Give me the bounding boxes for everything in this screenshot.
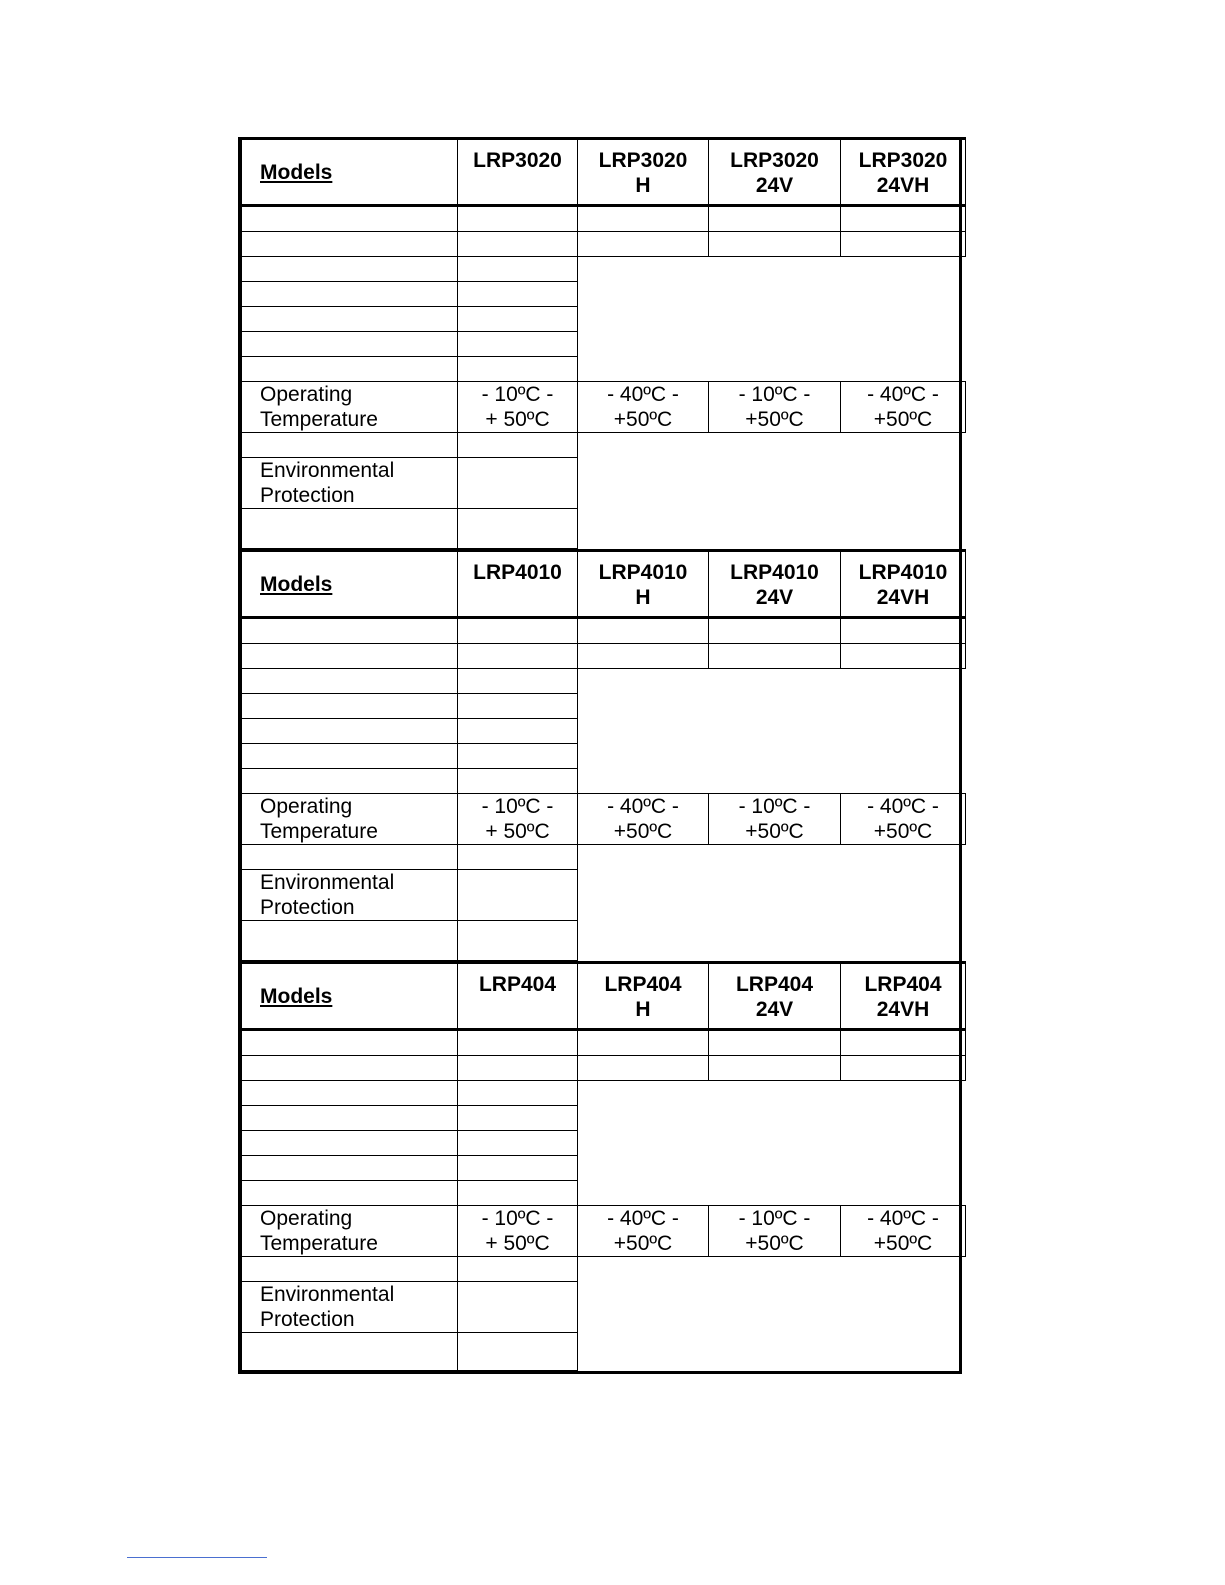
model-name (458, 139, 578, 206)
tables.0.current.values.1 (578, 232, 709, 257)
tables.0.current.values.2 (709, 232, 841, 257)
models-row (242, 139, 966, 206)
alarm-row (242, 307, 966, 332)
models-label (242, 963, 458, 1030)
tables.0.current.values.0 (458, 232, 578, 257)
temperature-label (242, 382, 458, 433)
spec-table (241, 961, 966, 1371)
temperature-value-line-2: +50ºC (745, 1232, 804, 1255)
model-name (709, 963, 841, 1030)
temperature-row (242, 382, 966, 433)
temperature-label-line-2: Temperature (260, 1232, 378, 1255)
tables.2.walktest.value (458, 1181, 578, 1206)
tables.0.env.value (458, 458, 578, 509)
tables.2.weight.value (458, 1257, 578, 1282)
power-row (242, 1030, 966, 1056)
tables.2.tamper.label (242, 1156, 458, 1181)
environmental-label-line-1: Environmental (260, 871, 395, 894)
tables.1.current.values.0 (458, 644, 578, 669)
tables.1.alarm.value (458, 719, 578, 744)
environmental-label-line-1: Environmental (260, 1283, 395, 1306)
tables.0.alarm.value (458, 307, 578, 332)
tables.0.zones.label (242, 282, 458, 307)
current-row (242, 644, 966, 669)
models-label-text: Models (260, 160, 333, 184)
model-name-line-1: LRP404 (864, 973, 942, 996)
model-name-line-2: 24V (755, 998, 794, 1021)
zones-row (242, 1106, 966, 1131)
temperature-value (578, 1206, 709, 1257)
temperature-value-line-2: +50ºC (613, 1232, 673, 1255)
model-name-line-1: LRP4010 (473, 561, 562, 584)
model-name-line-2: H (635, 586, 651, 609)
tables.1.power.values.0 (458, 618, 578, 644)
model-name-line-1: LRP4010 (598, 561, 688, 584)
tables.2.weight.label (242, 1257, 458, 1282)
temperature-value (578, 382, 709, 433)
zones-row (242, 282, 966, 307)
tables.1.walktest.label (242, 769, 458, 794)
tables.0.walktest.label (242, 357, 458, 382)
temperature-value-line-1: - 10ºC - (738, 1207, 811, 1230)
tables.1.weight.label (242, 845, 458, 870)
weight-row (242, 845, 966, 870)
model-name (578, 139, 709, 206)
environmental-label-line-2: Protection (260, 484, 355, 507)
tables.2.current.values.2 (709, 1056, 841, 1081)
temperature-label (242, 1206, 458, 1257)
power-row (242, 618, 966, 644)
tables.2.zones.value (458, 1106, 578, 1131)
tables.0.power.values.1 (578, 206, 709, 232)
tables.0.power.values.2 (709, 206, 841, 232)
temperature-label-line-2: Temperature (260, 408, 378, 431)
tables.2.power.values.1 (578, 1030, 709, 1056)
model-name (709, 551, 841, 618)
tables.0.tamper.value (458, 332, 578, 357)
tables.1.range.label (242, 669, 458, 694)
tables.2.power.values.2 (709, 1030, 841, 1056)
environmental-label-line-2: Protection (260, 1308, 355, 1331)
weight-row (242, 1257, 966, 1282)
model-name-line-2: H (635, 998, 651, 1021)
tables.2.current.label (242, 1056, 458, 1081)
temperature-value-line-1: - 10ºC - (738, 795, 811, 818)
tables.0.finish.value (458, 509, 578, 549)
tables.2.current.values.0 (458, 1056, 578, 1081)
model-name-line-1: LRP3020 (730, 149, 819, 172)
tables.2.tamper.value (458, 1156, 578, 1181)
tables.1.finish.value (458, 921, 578, 961)
alarm-row (242, 1131, 966, 1156)
temperature-value-line-2: +50ºC (873, 408, 933, 431)
environmental-label (242, 870, 458, 921)
temperature-value-line-1: - 40ºC - (607, 795, 679, 818)
models-label-text: Models (260, 572, 333, 596)
tables.1.power.values.3 (841, 618, 966, 644)
footnote-rule (127, 1557, 267, 1558)
temperature-value-line-2: + 50ºC (485, 1232, 550, 1255)
models-row (242, 551, 966, 618)
tables.0.tamper.label (242, 332, 458, 357)
temperature-value-line-1: - 40ºC - (867, 1207, 939, 1230)
temperature-value-line-1: - 40ºC - (867, 383, 939, 406)
tables.1.power.label (242, 618, 458, 644)
finish-row (242, 921, 966, 961)
model-name (458, 551, 578, 618)
temperature-value-line-2: + 50ºC (485, 408, 550, 431)
tables.1.walktest.value (458, 769, 578, 794)
range-row (242, 669, 966, 694)
temperature-label-line-1: Operating (260, 795, 353, 818)
tables.1.power.values.2 (709, 618, 841, 644)
temperature-value-line-2: +50ºC (873, 820, 933, 843)
temperature-value-line-2: +50ºC (613, 820, 673, 843)
models-row (242, 963, 966, 1030)
temperature-value-line-2: +50ºC (613, 408, 673, 431)
model-name-line-1: LRP404 (604, 973, 682, 996)
tables.2.env.value (458, 1282, 578, 1333)
tables.2.range.value (458, 1081, 578, 1106)
temperature-label (242, 794, 458, 845)
model-name-line-1: LRP4010 (730, 561, 819, 584)
tables.1.current.values.2 (709, 644, 841, 669)
current-row (242, 232, 966, 257)
temperature-label-line-1: Operating (260, 383, 353, 406)
tables.2.walktest.label (242, 1181, 458, 1206)
tables.2.current.values.3 (841, 1056, 966, 1081)
tables.2.finish.value (458, 1333, 578, 1371)
finish-row (242, 1333, 966, 1371)
tables.2.finish.label (242, 1333, 458, 1371)
tables.1.weight.value (458, 845, 578, 870)
walktest-row (242, 769, 966, 794)
model-name-line-2: 24V (755, 586, 794, 609)
tables.2.power.label (242, 1030, 458, 1056)
temperature-value (709, 1206, 841, 1257)
tables.2.range.label (242, 1081, 458, 1106)
temperature-value (458, 794, 578, 845)
temperature-label-line-2: Temperature (260, 820, 378, 843)
walktest-row (242, 357, 966, 382)
models-label-text: Models (260, 984, 333, 1008)
model-name-line-2: 24VH (876, 174, 930, 197)
temperature-value-line-2: +50ºC (745, 820, 804, 843)
temperature-value-line-1: - 10ºC - (481, 795, 554, 818)
temperature-value (841, 1206, 966, 1257)
environmental-label-line-2: Protection (260, 896, 355, 919)
tables.1.zones.label (242, 694, 458, 719)
model-name-line-2: 24VH (876, 998, 930, 1021)
environmental-row (242, 458, 966, 509)
tables.0.weight.value (458, 433, 578, 458)
tables.2.alarm.value (458, 1131, 578, 1156)
finish-row (242, 509, 966, 549)
model-name-line-2: H (635, 174, 651, 197)
tables.0.current.label (242, 232, 458, 257)
tables.1.env.value (458, 870, 578, 921)
model-name-line-2: 24V (755, 174, 794, 197)
model-name-line-1: LRP3020 (858, 149, 948, 172)
temperature-value-line-2: +50ºC (873, 1232, 933, 1255)
tables.0.current.values.3 (841, 232, 966, 257)
model-name-line-1: LRP3020 (473, 149, 562, 172)
range-row (242, 257, 966, 282)
environmental-label (242, 458, 458, 509)
tables.0.finish.label (242, 509, 458, 549)
environmental-label-line-1: Environmental (260, 459, 395, 482)
tables.1.tamper.value (458, 744, 578, 769)
tables.1.range.value (458, 669, 578, 694)
temperature-value (458, 1206, 578, 1257)
model-name (458, 963, 578, 1030)
range-row (242, 1081, 966, 1106)
temperature-value (709, 794, 841, 845)
model-name (841, 139, 966, 206)
tables.0.walktest.value (458, 357, 578, 382)
tamper-row (242, 332, 966, 357)
temperature-value (841, 382, 966, 433)
temperature-value-line-2: + 50ºC (485, 820, 550, 843)
temperature-row (242, 794, 966, 845)
temperature-value-line-1: - 10ºC - (481, 383, 554, 406)
models-label (242, 551, 458, 618)
tables.0.range.value (458, 257, 578, 282)
temperature-value (841, 794, 966, 845)
tables.1.tamper.label (242, 744, 458, 769)
environmental-row (242, 1282, 966, 1333)
environmental-label (242, 1282, 458, 1333)
temperature-value-line-1: - 40ºC - (867, 795, 939, 818)
tables.1.current.values.3 (841, 644, 966, 669)
model-name (841, 963, 966, 1030)
tables.1.alarm.label (242, 719, 458, 744)
tables.0.alarm.label (242, 307, 458, 332)
weight-row (242, 433, 966, 458)
tables.0.zones.value (458, 282, 578, 307)
model-name (709, 139, 841, 206)
temperature-value-line-1: - 10ºC - (738, 383, 811, 406)
temperature-value-line-2: +50ºC (745, 408, 804, 431)
model-name-line-1: LRP404 (735, 973, 814, 996)
tamper-row (242, 744, 966, 769)
temperature-value-line-1: - 10ºC - (481, 1207, 554, 1230)
model-name (578, 963, 709, 1030)
model-name-line-2: 24VH (876, 586, 930, 609)
environmental-row (242, 870, 966, 921)
tables.1.current.values.1 (578, 644, 709, 669)
tables.0.weight.label (242, 433, 458, 458)
temperature-row (242, 1206, 966, 1257)
tables.2.power.values.0 (458, 1030, 578, 1056)
spec-sheet (238, 137, 962, 1374)
spec-table (241, 137, 966, 549)
tables.1.power.values.1 (578, 618, 709, 644)
tables.1.finish.label (242, 921, 458, 961)
tables.0.power.label (242, 206, 458, 232)
tables.2.power.values.3 (841, 1030, 966, 1056)
current-row (242, 1056, 966, 1081)
zones-row (242, 694, 966, 719)
temperature-label-line-1: Operating (260, 1207, 353, 1230)
tables.2.zones.label (242, 1106, 458, 1131)
models-label (242, 139, 458, 206)
power-row (242, 206, 966, 232)
tamper-row (242, 1156, 966, 1181)
tables.2.current.values.1 (578, 1056, 709, 1081)
tables.0.power.values.0 (458, 206, 578, 232)
tables.1.current.label (242, 644, 458, 669)
tables.0.range.label (242, 257, 458, 282)
spec-table (241, 549, 966, 961)
tables.2.alarm.label (242, 1131, 458, 1156)
model-name-line-1: LRP4010 (858, 561, 948, 584)
model-name-line-1: LRP404 (478, 973, 557, 996)
alarm-row (242, 719, 966, 744)
walktest-row (242, 1181, 966, 1206)
model-name (841, 551, 966, 618)
temperature-value (458, 382, 578, 433)
temperature-value-line-1: - 40ºC - (607, 383, 679, 406)
tables.0.power.values.3 (841, 206, 966, 232)
model-name (578, 551, 709, 618)
model-name-line-1: LRP3020 (598, 149, 688, 172)
temperature-value (709, 382, 841, 433)
temperature-value (578, 794, 709, 845)
temperature-value-line-1: - 40ºC - (607, 1207, 679, 1230)
tables.1.zones.value (458, 694, 578, 719)
